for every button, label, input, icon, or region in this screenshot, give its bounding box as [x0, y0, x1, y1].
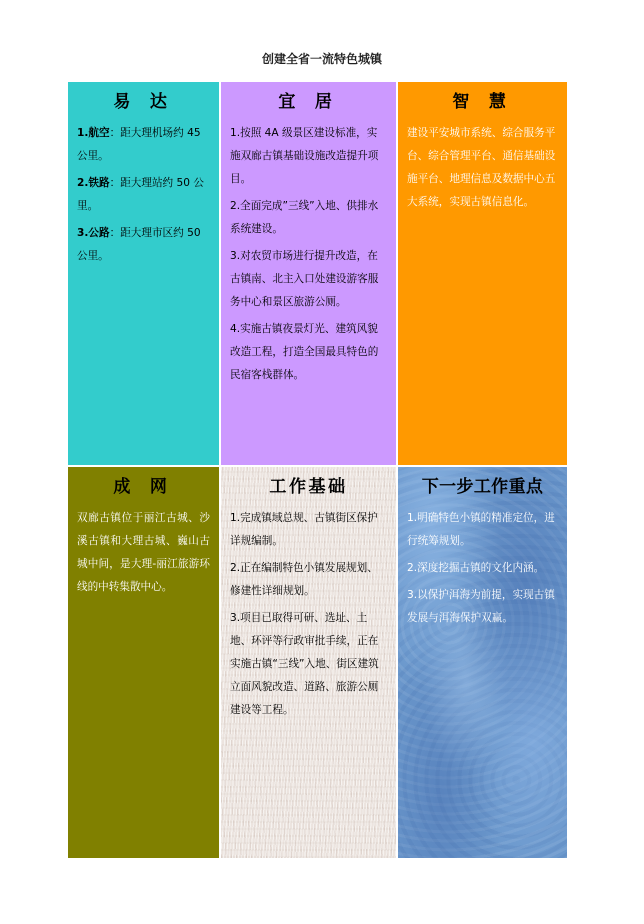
- yida-item-air-text: 距大理机场约 45 公里。: [77, 127, 201, 162]
- cell-xiayibu: [398, 467, 567, 858]
- gongzuo-item: 3.项目已取得可研、选址、土地、环评等行政审批手续，正在实施古镇“三线”入地、街区建筑立面风貌改造、道路、旅游公厕建设等工程。: [230, 612, 379, 716]
- xiayibu-item: 3.以保护洱海为前提，实现古镇发展与洱海保护双赢。: [407, 589, 555, 624]
- feature-grid: [68, 82, 567, 858]
- yida-item-rail-label: 2.铁路: [77, 177, 110, 189]
- cell-chengwang-title: 成 网: [113, 477, 174, 497]
- yida-item-rail: 2.铁路：距大理站约 50 公里。: [77, 177, 204, 212]
- yida-item-rail-text: 距大理站约 50 公里。: [77, 177, 204, 212]
- xiayibu-item: 2.深度挖掘古镇的文化内涵。: [407, 562, 545, 574]
- yida-item-road: 3.公路：距大理市区约 50 公里。: [77, 227, 201, 262]
- page-title: 创建全省一流特色城镇: [261, 52, 382, 66]
- xiayibu-item: 1.明确特色小镇的精准定位，进行统筹规划。: [407, 512, 555, 547]
- yiju-item: 1.按照 4A 级景区建设标准，实施双廊古镇基础设施改造提升项目。: [230, 127, 379, 185]
- cell-yiju: [221, 82, 396, 465]
- gongzuo-item: 1.完成镇域总规、古镇街区保护详规编制。: [230, 512, 378, 547]
- cell-gongzuo: [221, 467, 396, 858]
- zhihui-item: 建设平安城市系统、综合服务平台、综合管理平台、通信基础设施平台、地理信息及数据中心五大系统，实现古镇信息化。: [407, 127, 556, 208]
- cell-yiju-title: 宜 居: [278, 92, 339, 112]
- cell-zhihui-title: 智 慧: [452, 92, 513, 112]
- cell-yida: [68, 82, 219, 465]
- cell-xiayibu-title: 下一步工作重点: [421, 477, 544, 497]
- yida-item-air-label: 1.航空: [77, 127, 110, 139]
- cell-gongzuo-title: 工作基础: [269, 477, 348, 497]
- cell-chengwang: [68, 467, 219, 858]
- chengwang-item: 双廊古镇位于丽江古城、沙溪古镇和大理古城、巍山古城中间，是大理-丽江旅游环线的中转集散中心。: [77, 512, 210, 593]
- cell-zhihui: [398, 82, 567, 465]
- cell-yida-title: 易 达: [113, 92, 174, 112]
- yiju-item: 2.全面完成”三线”入地、供排水系统建设。: [230, 200, 379, 235]
- yida-item-road-label: 3.公路: [77, 227, 110, 239]
- yida-item-air: 1.航空：距大理机场约 45 公里。: [77, 127, 201, 162]
- yiju-item: 3.对农贸市场进行提升改造，在古镇南、北主入口处建设游客服务中心和景区旅游公厕。: [230, 250, 379, 308]
- yiju-item: 4.实施古镇夜景灯光、建筑风貌改造工程，打造全国最具特色的民宿客栈群体。: [230, 323, 379, 381]
- gongzuo-item: 2.正在编制特色小镇发展规划、修建性详细规划。: [230, 562, 378, 597]
- yida-item-road-text: 距大理市区约 50 公里。: [77, 227, 201, 262]
